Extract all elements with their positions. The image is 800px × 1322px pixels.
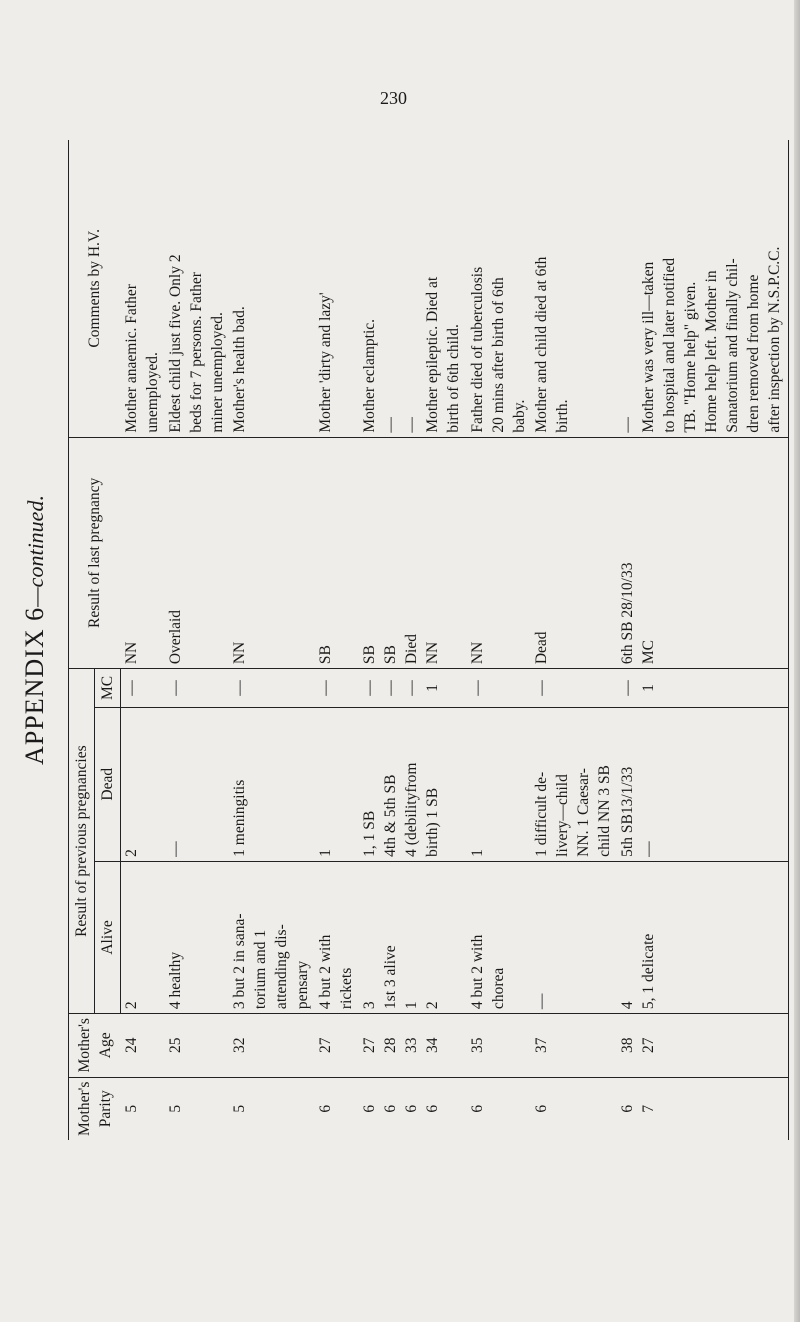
cell-alive: —: [531, 861, 617, 1013]
cell-result: NN: [467, 437, 531, 669]
cell-dead: 2: [121, 707, 165, 861]
table-row: [165, 140, 229, 1140]
cell-dead: 1: [315, 707, 359, 861]
cell-age: 38 27: [617, 1014, 789, 1077]
page-number: 230: [380, 88, 407, 108]
cell-comments: Mother eclamptic. — — Mother epileptic. Died at birth of 6th child.: [360, 276, 462, 433]
cell-alive: 4 5, 1 delicate: [617, 861, 789, 1013]
header-age: Mother's Age: [69, 1014, 121, 1077]
table-row: [617, 140, 789, 1140]
cell-result: NN: [121, 437, 165, 669]
cell-mc: — — — 1: [359, 669, 467, 708]
header-alive: Alive: [95, 861, 121, 1013]
cell-mc: —: [165, 669, 229, 708]
cell-comments: — Mother was very ill—taken to hospital and later notified TB. "Home help" given. Home help left. Mother in Sanatorium and finally chil- dren removed from home after inspection by N.S.P.C.C.: [617, 140, 789, 437]
cell-mc: —: [315, 669, 359, 708]
cell-dead: 1 meningitis: [229, 707, 315, 861]
cell-alive: 3 1st 3 alive 1 2: [359, 861, 467, 1013]
cell-parity: 6: [467, 1077, 531, 1140]
cell-comments: Mother anaemic. Father unemployed.: [122, 284, 161, 433]
cell-age: 24: [121, 1014, 165, 1077]
cell-parity: 6 6 6 6: [359, 1077, 467, 1140]
cell-parity: 6: [315, 1077, 359, 1140]
cell-age: 27 28 33 34: [359, 1014, 467, 1077]
header-previous: Result of previous pregnancies: [69, 669, 95, 1014]
cell-result: 6th SB 28/10/33 MC: [617, 437, 789, 669]
cell-parity: 5: [121, 1077, 165, 1140]
cell-result: SB SB Died NN: [359, 437, 467, 669]
appendix-heading: [20, 120, 50, 1140]
cell-comments: Mother and child died at 6th birth.: [532, 256, 571, 433]
table-row: [229, 140, 315, 1140]
appendix-title: APPENDIX 6: [20, 606, 49, 765]
cell-alive: 2: [121, 861, 165, 1013]
cell-alive: 4 healthy: [165, 861, 229, 1013]
rotated-table-block: [20, 120, 783, 1140]
appendix-continued: —continued.: [23, 495, 48, 607]
cell-parity: 5: [165, 1077, 229, 1140]
cell-result: Overlaid: [165, 437, 229, 669]
cell-comments: Mother's health bad.: [230, 306, 248, 433]
cell-alive: 3 but 2 in sana- torium and 1 attending dis- pensary: [229, 861, 315, 1013]
cell-dead: 1 difficult de- livery—child NN. 1 Caesar- child NN 3 SB: [531, 707, 617, 861]
cell-mc: — 1: [617, 669, 789, 708]
cell-age: 37: [531, 1014, 617, 1077]
header-result: Result of last pregnancy: [69, 437, 121, 669]
cell-dead: 5th SB13/1/33 —: [617, 707, 789, 861]
cell-comments: Mother 'dirty and lazy': [316, 292, 334, 433]
header-mc: MC: [95, 669, 121, 708]
cell-alive: 4 but 2 with rickets: [315, 861, 359, 1013]
cell-age: 32: [229, 1014, 315, 1077]
cell-mc: —: [229, 669, 315, 708]
cell-age: 27: [315, 1014, 359, 1077]
cell-age: 35: [467, 1014, 531, 1077]
cell-mc: —: [121, 669, 165, 708]
page-edge-shadow: [794, 0, 800, 1322]
cell-comments: Eldest child just five. Only 2 beds for 7 persons. Father miner unemployed.: [166, 254, 226, 433]
header-parity: Mother's Parity: [69, 1077, 121, 1140]
table-row: [315, 140, 359, 1140]
cell-dead: 1, 1 SB 4th & 5th SB 4 (debilityfrom birth) 1 SB: [359, 707, 467, 861]
header-dead: Dead: [95, 707, 121, 861]
cell-age: 25: [165, 1014, 229, 1077]
appendix-table: [68, 140, 789, 1140]
cell-result: NN: [229, 437, 315, 669]
table-row: [531, 140, 617, 1140]
cell-mc: —: [531, 669, 617, 708]
cell-dead: 1: [467, 707, 531, 861]
header-comments: Comments by H.V.: [69, 140, 121, 437]
table-row: [359, 140, 467, 1140]
table-row: [467, 140, 531, 1140]
cell-result: SB: [315, 437, 359, 669]
table-row: [121, 140, 165, 1140]
cell-result: Dead: [531, 437, 617, 669]
cell-dead: —: [165, 707, 229, 861]
cell-alive: 4 but 2 with chorea: [467, 861, 531, 1013]
cell-comments: Father died of tuberculosis 20 mins after birth of 6th baby.: [468, 266, 528, 433]
cell-parity: 5: [229, 1077, 315, 1140]
cell-parity: 6 7: [617, 1077, 789, 1140]
cell-parity: 6: [531, 1077, 617, 1140]
cell-mc: —: [467, 669, 531, 708]
